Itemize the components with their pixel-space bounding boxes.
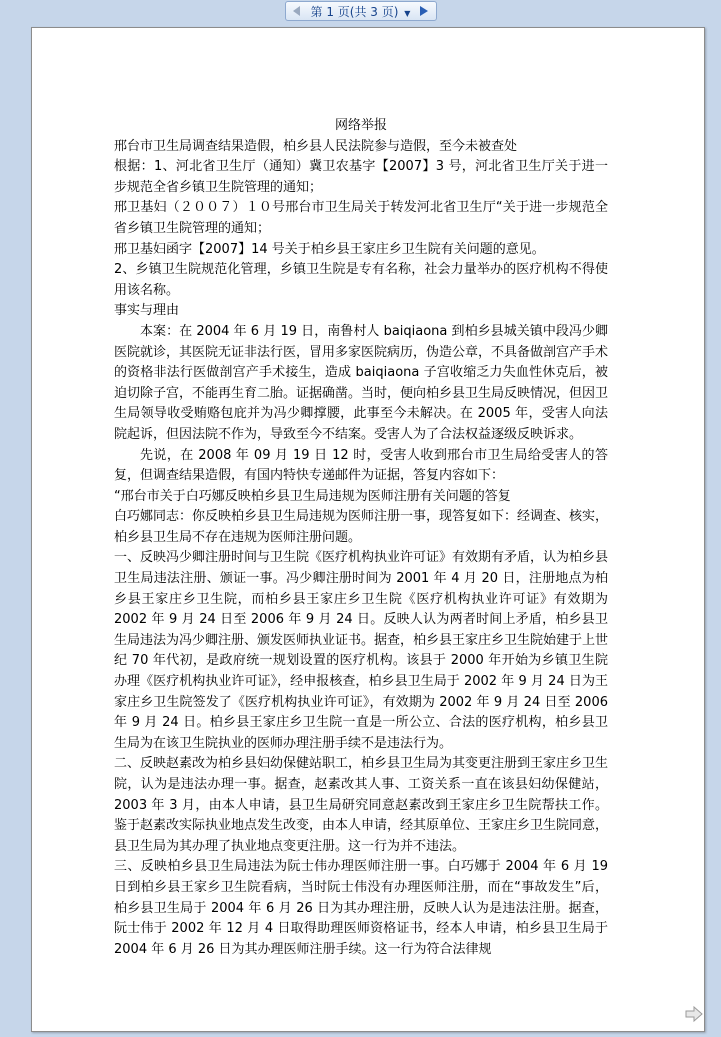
reply-item-two: 二、反映赵素改为柏乡县妇幼保健站职工，柏乡县卫生局为其变更注册到王家庄乡卫生院，认为是违法办理一事。据查，赵素改其人事、工资关系一直在该县妇幼保健站，2003 年 3 月，由本人申请，县卫生局研究同意赵素改到王家庄乡卫生院帮扶工作。鉴于赵素改实际执业地点发生改变，由本人申请，经其原单位、王家庄乡卫生院同意，县卫生局为其办理了执业地点变更注册。这一行为并不违法。 (114, 756, 609, 854)
basis-paragraph: 邢卫基妇函字【2007】14 号关于柏乡县王家庄乡卫生院有关问题的意见。 (114, 241, 545, 257)
prev-page-icon (293, 6, 301, 16)
reply-title: “邢台市关于白巧娜反映柏乡县卫生局违规为医师注册有关问题的答复 (114, 488, 511, 504)
document-title: 网络举报 (334, 118, 387, 133)
reply-intro-paragraph: 先说，在 2008 年 09 月 19 日 12 时，受害人收到邢台市卫生局给受害人的答复，但调查结果造假，有国内特快专递邮件为证据，答复内容如下： (114, 447, 608, 484)
chevron-down-icon: ▼ (404, 8, 411, 18)
case-paragraph: 本案：在 2004 年 6 月 19 日，南鲁村人 baiqiaona 到柏乡县城关镇中段冯少卿医院就诊，其医院无证非法行医，冒用多家医院病历，伪造公章，不具备做剖宫产手术的资格非法行医做剖宫产手术接生，造成 baiqiaona 子宫收缩乏力失血性休克后，被迫切除子宫，不能再生育二胎。证据确凿。当时，便向柏乡县卫生局反映情况，但因卫生局领导收受贿赂包庇并为冯少卿撑腰，此事至今未解决。在 2005 年，受害人向法院起诉，但因法院不作为，导致至今不结案。受害人为了合法权益逐级反映诉求。 (114, 323, 609, 442)
page-toolbar (0, 0, 721, 24)
basis-paragraph: 2、乡镇卫生院规范化管理，乡镇卫生院是专有名称，社会力量举办的医疗机构不得使用该名称。 (114, 262, 608, 298)
page-indicator[interactable] (311, 3, 411, 20)
headline: 邢台市卫生局调查结果造假，柏乡县人民法院参与造假，至今未被查处 (114, 138, 518, 154)
prev-page-button[interactable] (290, 3, 304, 19)
document-body (114, 116, 608, 960)
page-label: 第 1 页(共 3 页) (310, 4, 399, 19)
basis-paragraph: 邢卫基妇（２００７）１０号邢台市卫生局关于转发河北省卫生厅“关于进一步规范全省乡镇卫生院管理的通知； (114, 200, 608, 236)
reply-item-one: 一、反映冯少卿注册时间与卫生院《医疗机构执业许可证》有效期有矛盾，认为柏乡县卫生局违法注册、颁证一事。冯少卿注册时间为 2001 年 4 月 20 日，注册地点为柏乡县王家庄乡卫生院，而柏乡县王家庄乡卫生院《医疗机构执业许可证》有效期为 2002 年 9 月 24 日至 2006 年 9 月 24 日。反映人认为两者时间上矛盾，柏乡县卫生局违法为冯少卿注册、颁发医师执业证书。据查，柏乡县王家庄乡卫生院始建于上世纪 70 年代初，是政府统一规划设置的医疗机构。该县于 2000 年开始为乡镇卫生院办理《医疗机构执业许可证》，经申报核查，柏乡县卫生局于 2002 年 9 月 24 日为王家庄乡卫生院签发了《医疗机构执业许可证》，有效期为 2002 年 9 月 24 日至 2006 年 9 月 24 日。柏乡县王家庄乡卫生院一直是一所公立、合法的医疗机构，柏乡县卫生局为在该卫生院执业的医师办理注册手续不是违法行为。 (114, 550, 609, 751)
page-navigator (285, 1, 437, 21)
reply-paragraph: 白巧娜同志：你反映柏乡县卫生局违规为医师注册一事，现答复如下：经调查、核实，柏乡县卫生局不存在违规为医师注册问题。 (114, 509, 609, 545)
basis-paragraph: 根据：1、河北省卫生厅（通知）冀卫农基字【2007】3 号，河北省卫生厅关于进一步规范全省乡镇卫生院管理的通知； (114, 159, 608, 195)
section-heading: 事实与理由 (114, 303, 180, 319)
next-page-button[interactable] (417, 3, 431, 19)
next-arrow-icon (684, 1005, 704, 1023)
reply-item-three: 三、反映柏乡县卫生局违法为阮士伟办理医师注册一事。白巧娜于 2004 年 6 月 19 日到柏乡县王家乡卫生院看病，当时阮士伟没有办理医师注册，而在“事故发生”后，柏乡县卫生局于 2004 年 6 月 26 日为其办理注册，反映人认为是违法注册。据查，阮士伟于 2002 年 12 月 4 日取得助理医师资格证书，经本人申请，柏乡县卫生局于 2004 年 6 月 26 日为其办理医师注册手续。这一行为符合法律规 (114, 859, 608, 957)
next-page-arrow[interactable] (684, 1005, 704, 1023)
next-page-icon (420, 6, 428, 16)
document-page (31, 27, 705, 1032)
